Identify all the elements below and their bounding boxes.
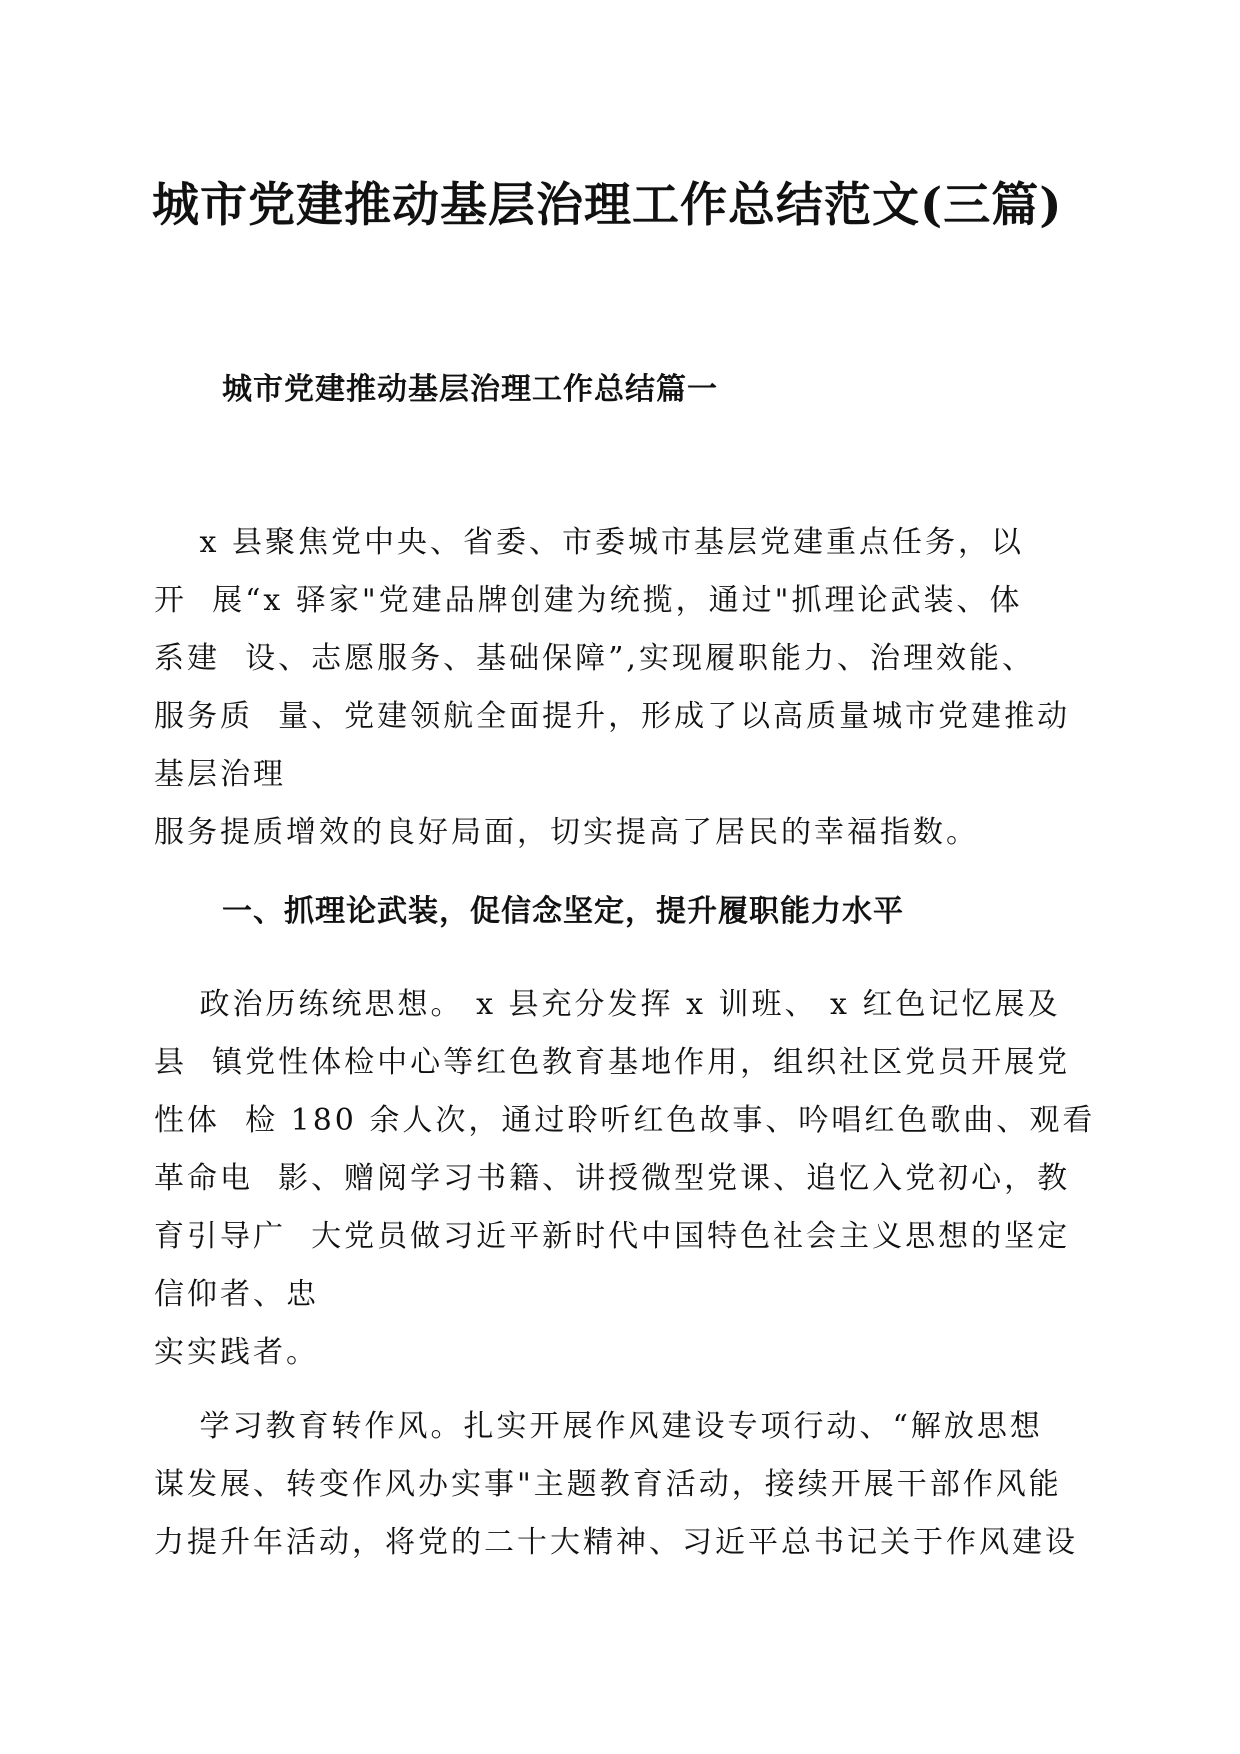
paragraph-line: 开 展“x 驿家"党建品牌创建为统揽，通过"抓理论武装、体 [154,583,1023,618]
paragraph-line: 育引导广 大党员做习近平新时代中国特色社会主义思想的坚定 [154,1219,1071,1254]
paragraph-line: 学习教育转作风。扎实开展作风建设专项行动、“解放思想 [154,1409,1043,1444]
paragraph-line: 谋发展、转变作风办实事"主题教育活动，接续开展干部作风能 [154,1467,1062,1502]
paragraph-line: 系建 设、志愿服务、基础保障”,实现履职能力、治理效能、 [154,641,1035,676]
paragraph-line: 力提升年活动，将党的二十大精神、习近平总书记关于作风建设 [154,1525,1078,1560]
paragraph-line: 服务质 量、党建领航全面提升，形成了以高质量城市党建推动 [154,699,1071,734]
paragraph-line: 实实践者。 [154,1335,319,1370]
section-heading: 一、抓理论武装，促信念坚定，提升履职能力水平 [222,894,904,929]
paragraph-line: 县 镇党性体检中心等红色教育基地作用，组织社区党员开展党 [154,1045,1071,1080]
part-one-subtitle: 城市党建推动基层治理工作总结篇一 [222,372,718,407]
document-title: 城市党建推动基层治理工作总结范文(三篇) [152,178,1063,233]
paragraph-line: 政治历练统思想。 x 县充分发挥 x 训班、 x 红色记忆展及 [154,987,1061,1022]
paragraph-line: 信仰者、忠 [154,1277,319,1312]
paragraph-line: 基层治理 [154,757,286,792]
paragraph-line: 革命电 影、赠阅学习书籍、讲授微型党课、追忆入党初心，教 [154,1161,1071,1196]
paragraph-line: x 县聚焦党中央、省委、市委城市基层党建重点任务，以 [154,525,1024,560]
intro-paragraph [154,514,1074,862]
body-paragraph [154,1398,1078,1572]
paragraph-line: 性体 检 180 余人次，通过聆听红色故事、吟唱红色歌曲、观看 [154,1103,1096,1138]
body-paragraph [154,976,1096,1382]
paragraph-line: 服务提质增效的良好局面，切实提高了居民的幸福指数。 [154,815,979,850]
